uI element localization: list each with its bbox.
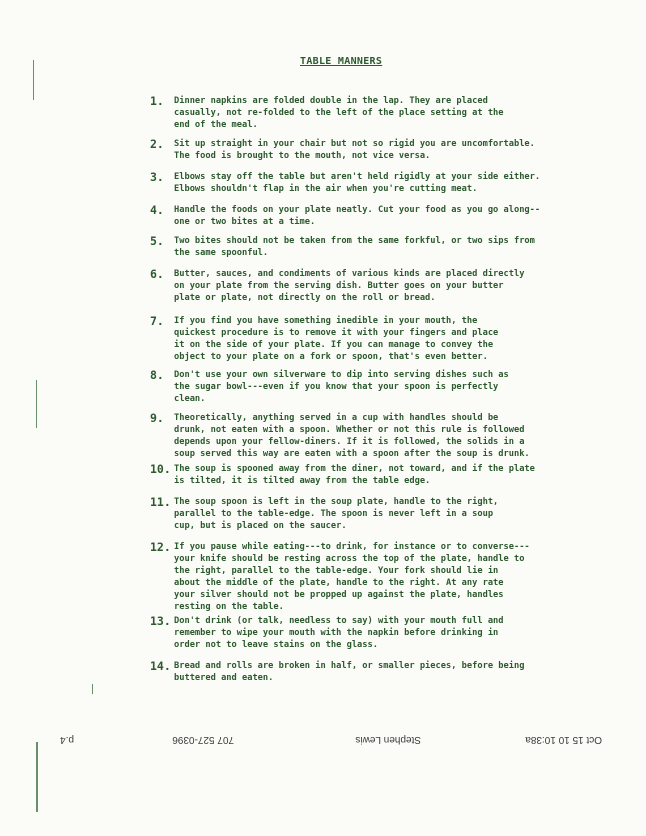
page-title: TABLE MANNERS [300, 56, 383, 67]
rule-text-line: Handle the foods on your plate neatly. Cut your food as you go along-- [174, 205, 541, 215]
margin-scan-mark [36, 742, 38, 812]
fax-phone: 707 527-0396 [172, 734, 234, 745]
rule-text-line: the right, parallel to the table-edge. Your fork should lie in [174, 566, 499, 576]
fax-sender-name: Stephen Lewis [355, 734, 421, 745]
margin-scan-mark [36, 380, 37, 428]
rule-text-line: drunk, not eaten with a spoon. Whether or not this rule is followed [174, 425, 525, 435]
rule-text-line: parallel to the table-edge. The spoon is never left in a soup [174, 509, 494, 519]
rule-number: 5. [150, 234, 164, 248]
rule-text-line: the same spoonful. [174, 248, 269, 258]
rule-number: 11. [150, 495, 171, 509]
rule-number: 6. [150, 267, 164, 281]
rule-text-line: end of the meal. [174, 120, 258, 130]
rule-text-line: clean. [174, 394, 206, 404]
rule-text-line: Butter, sauces, and condiments of various kinds are placed directly [174, 269, 525, 279]
rule-text-line: Elbows stay off the table but aren't held rigidly at your side either. [174, 172, 541, 182]
margin-scan-mark [33, 60, 34, 100]
rule-text-line: Dinner napkins are folded double in the lap. They are placed [174, 96, 488, 106]
rule-text-line: resting on the table. [174, 602, 284, 612]
fax-date: Oct 15 10 10:38a [525, 734, 602, 745]
rule-text-line: cup, but is placed on the saucer. [174, 521, 347, 531]
rule-text-line: remember to wipe your mouth with the napkin before drinking in [174, 628, 499, 638]
rule-number: 8. [150, 368, 164, 382]
rule-text-line: it on the side of your plate. If you can manage to convey the [174, 340, 494, 350]
rule-number: 10. [150, 462, 171, 476]
rule-text-line: the sugar bowl---even if you know that your spoon is perfectly [174, 382, 499, 392]
rule-text-line: Theoretically, anything served in a cup with handles should be [174, 413, 499, 423]
rule-text-line: The soup is spooned away from the diner, not toward, and if the plate [174, 464, 535, 474]
rule-number: 9. [150, 411, 164, 425]
rule-text-line: quickest procedure is to remove it with your fingers and place [174, 328, 499, 338]
rule-number: 1. [150, 94, 164, 108]
rule-number: 14. [150, 659, 171, 673]
rule-text-line: buttered and eaten. [174, 673, 274, 683]
rule-text-line: Don't use your own silverware to dip into serving dishes such as [174, 370, 509, 380]
rule-text-line: on your plate from the serving dish. Butter goes on your butter [174, 281, 504, 291]
rule-text-line: Bread and rolls are broken in half, or smaller pieces, before being [174, 661, 525, 671]
rule-text-line: soup served this way are eaten with a spoon after the soup is drunk. [174, 449, 530, 459]
rule-number: 7. [150, 314, 164, 328]
margin-scan-mark [92, 684, 93, 694]
rule-text-line: depends upon your fellow-diners. If it is followed, the solids in a [174, 437, 525, 447]
rule-text-line: order not to leave stains on the glass. [174, 640, 378, 650]
rule-text-line: your silver should not be propped up against the plate, handles [174, 590, 504, 600]
rule-text-line: If you find you have something inedible in your mouth, the [174, 316, 478, 326]
rule-text-line: The food is brought to the mouth, not vice versa. [174, 151, 431, 161]
rule-text-line: is tilted, it is tilted away from the table edge. [174, 476, 431, 486]
rule-text-line: Two bites should not be taken from the same forkful, or two sips from [174, 236, 535, 246]
fax-page-number: p.4 [60, 734, 74, 745]
rule-text-line: object to your plate on a fork or spoon, that's even better. [174, 352, 488, 362]
rule-number: 13. [150, 614, 171, 628]
rule-number: 12. [150, 540, 171, 554]
rule-text-line: Don't drink (or talk, needless to say) with your mouth full and [174, 616, 504, 626]
fax-header-upside-down [40, 728, 606, 748]
rule-number: 2. [150, 137, 164, 151]
rule-text-line: casually, not re-folded to the left of the place setting at the [174, 108, 504, 118]
rule-text-line: If you pause while eating---to drink, for instance or to converse--- [174, 542, 530, 552]
rule-text-line: Sit up straight in your chair but not so rigid you are uncomfortable. [174, 139, 535, 149]
rule-number: 3. [150, 170, 164, 184]
rule-text-line: plate or plate, not directly on the roll or bread. [174, 293, 436, 303]
rule-text-line: about the middle of the plate, handle to the right. At any rate [174, 578, 504, 588]
rule-text-line: one or two bites at a time. [174, 217, 316, 227]
rule-text-line: The soup spoon is left in the soup plate, handle to the right, [174, 497, 499, 507]
rule-text-line: Elbows shouldn't flap in the air when you're cutting meat. [174, 184, 478, 194]
rule-text-line: your knife should be resting across the top of the plate, handle to [174, 554, 525, 564]
rule-number: 4. [150, 203, 164, 217]
